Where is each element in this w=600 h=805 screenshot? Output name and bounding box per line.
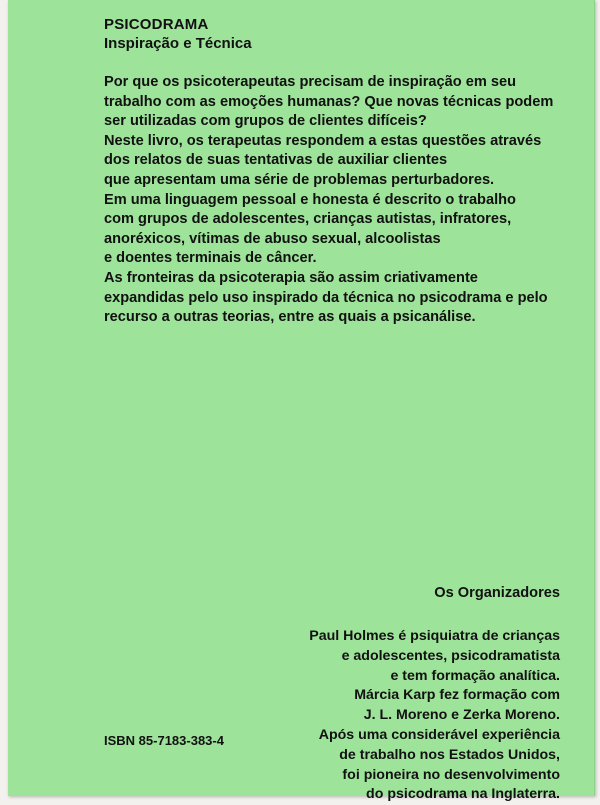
bio-line: e tem formação analítica.: [390, 667, 560, 684]
blurb-line: Por que os psicoterapeutas precisam de inspiração em seu: [104, 74, 517, 90]
blurb-line: Neste livro, os terapeutas respondem a estas questões através: [104, 132, 542, 149]
book-back-cover: [8, 0, 595, 803]
bio-line: Márcia Karp fez formação com: [354, 687, 560, 704]
isbn-number: ISBN 85-7183-383-4: [104, 733, 224, 748]
blurb-line: com grupos de adolescentes, crianças autistas, infratores,: [104, 211, 512, 228]
blurb-line: que apresentam uma série de problemas perturbadores.: [104, 171, 495, 188]
bio-line: e adolescentes, psicodramatista: [341, 647, 560, 664]
organizers-heading: Os Organizadores: [434, 585, 560, 601]
blurb-line: recurso a outras teorias, entre as quais a psicanálise.: [104, 309, 476, 326]
bio-line: foi pioneira no desenvolvimento: [342, 766, 560, 783]
bio-line: J. L. Moreno e Zerka Moreno.: [363, 707, 560, 724]
blurb-line: dos relatos de suas tentativas de auxiliar clientes: [104, 152, 448, 169]
blurb-line: As fronteiras da psicoterapia são assim criativamente: [104, 269, 478, 286]
bio-line: de trabalho nos Estados Unidos,: [339, 746, 560, 763]
blurb-text: [104, 73, 574, 328]
bio-line: Paul Holmes é psiquiatra de crianças: [309, 628, 560, 644]
blurb-line: anoréxicos, vítimas de abuso sexual, alcoolistas: [104, 230, 441, 247]
blurb-line: ser utilizadas com grupos de clientes difíceis?: [104, 113, 427, 130]
blurb-line: e doentes terminais de câncer.: [104, 250, 317, 267]
book-title: PSICODRAMA: [104, 16, 209, 33]
blurb-line: Em uma linguagem pessoal e honesta é descrito o trabalho: [104, 191, 516, 208]
bio-line: Após uma considerável experiência: [318, 726, 560, 743]
bio-line: do psicodrama na Inglaterra.: [366, 786, 560, 803]
book-subtitle: Inspiração e Técnica: [104, 35, 252, 52]
blurb-line: trabalho com as emoções humanas? Que novas técnicas podem: [104, 93, 554, 110]
blurb-line: expandidas pelo uso inspirado da técnica no psicodrama e pelo: [104, 289, 548, 306]
organizers-bio: [200, 627, 560, 805]
